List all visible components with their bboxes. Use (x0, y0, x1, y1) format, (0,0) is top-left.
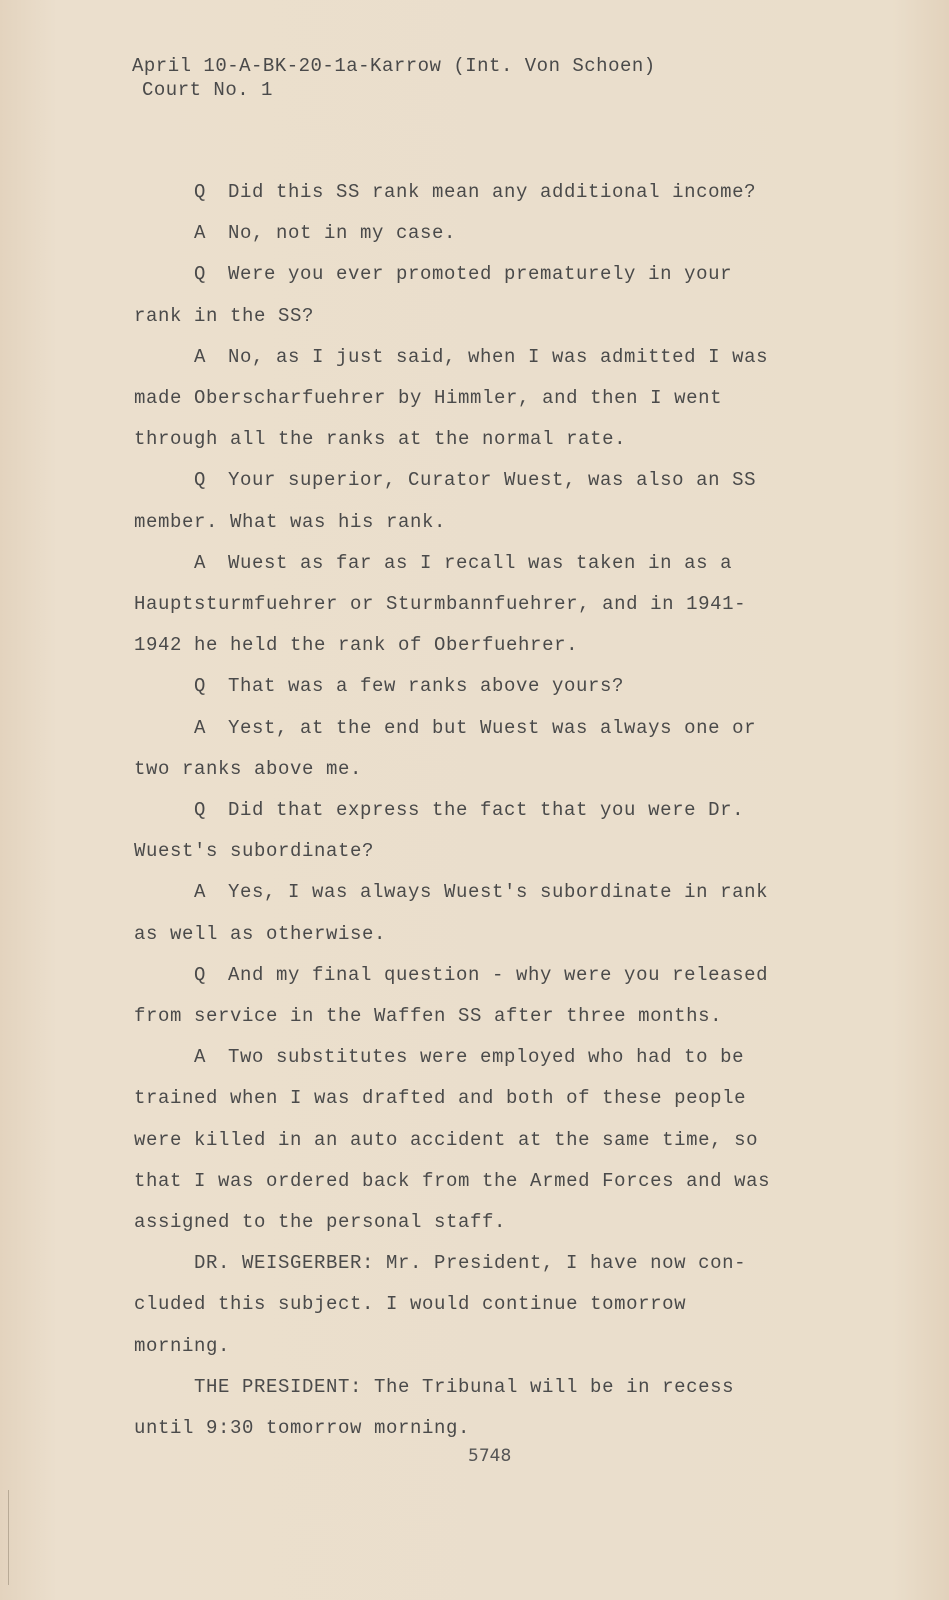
transcript-paragraph (134, 666, 794, 707)
paragraph-continuation-line: morning. (134, 1334, 231, 1357)
speaker-marker: Q (194, 675, 207, 698)
paragraph-first-line (134, 1037, 794, 1078)
paragraph-first-line (134, 790, 794, 831)
paragraph-continuation-line: cluded this subject. I would continue tomorrow (134, 1293, 687, 1316)
speaker-marker: A (194, 716, 207, 739)
page-number: 5748 (468, 1446, 512, 1466)
paragraph-continuation-line: through all the ranks at the normal rate. (134, 428, 627, 451)
paragraph-continuation-line: assigned to the personal staff. (134, 1211, 507, 1234)
paragraph-text: Two substitutes were employed who had to be (228, 1046, 745, 1069)
paragraph-continuation-line: trained when I was drafted and both of these people (134, 1087, 747, 1110)
paragraph-text: THE PRESIDENT: The Tribunal will be in recess (194, 1375, 735, 1398)
paragraph-first-line (134, 213, 794, 254)
paragraph-continuation-line: rank in the SS? (134, 304, 315, 327)
speaker-marker: A (194, 551, 207, 574)
paragraph-continuation-line: 1942 he held the rank of Oberfuehrer. (134, 634, 579, 657)
transcript-paragraph (134, 337, 794, 461)
paragraph-text: And my final question - why were you released (228, 963, 769, 986)
paragraph-first-line (134, 337, 794, 378)
transcript-paragraph (134, 955, 794, 1037)
speaker-marker: Q (194, 181, 207, 203)
paragraph-first-line (134, 955, 794, 996)
paragraph-text: Yest, at the end but Wuest was always one or (228, 716, 757, 739)
paragraph-continuation-line: from service in the Waffen SS after three months. (134, 1005, 723, 1028)
paragraph-first-line (134, 1243, 794, 1284)
transcript-paragraph (134, 213, 794, 254)
paragraph-continuation-line: Hauptsturmfuehrer or Sturmbannfuehrer, and in 1941- (134, 593, 747, 616)
paragraph-text: DR. WEISGERBER: Mr. President, I have now con- (194, 1252, 747, 1275)
paragraph-first-line (134, 708, 794, 749)
paragraph-text: Yes, I was always Wuest's subordinate in rank (228, 881, 769, 904)
header-court-line: Court No. 1 (142, 79, 273, 101)
paragraph-first-line (134, 543, 794, 584)
transcript-paragraph (134, 254, 794, 336)
paragraph-continuation-line: made Oberscharfuehrer by Himmler, and then I went (134, 387, 723, 410)
margin-line (8, 1490, 9, 1585)
paragraph-continuation-line: two ranks above me. (134, 757, 363, 780)
speaker-marker: A (194, 1046, 207, 1069)
paragraph-text: Wuest as far as I recall was taken in as a (228, 551, 733, 574)
paragraph-first-line (134, 460, 794, 501)
paragraph-text: That was a few ranks above yours? (228, 675, 625, 698)
transcript-paragraph (134, 543, 794, 667)
paragraph-first-line (134, 666, 794, 707)
transcript-paragraph (134, 1367, 794, 1449)
paragraph-first-line (134, 872, 794, 913)
paragraph-first-line (134, 254, 794, 295)
paragraph-text: No, not in my case. (228, 222, 457, 245)
transcript-paragraph (134, 708, 794, 790)
speaker-marker: A (194, 881, 207, 904)
paragraph-first-line (134, 172, 794, 213)
speaker-marker: Q (194, 799, 207, 822)
speaker-marker: A (194, 345, 207, 368)
transcript-paragraph (134, 1037, 794, 1243)
transcript-paragraph (134, 872, 794, 954)
paragraph-text: Did this SS rank mean any additional income? (228, 181, 757, 203)
document-header (132, 54, 656, 102)
transcript-paragraph (134, 1243, 794, 1367)
paragraph-first-line (134, 1367, 794, 1408)
paragraph-continuation-line: until 9:30 tomorrow morning. (134, 1417, 471, 1440)
speaker-marker: A (194, 222, 207, 245)
paragraph-continuation-line: that I was ordered back from the Armed Forces and was (134, 1169, 771, 1192)
paragraph-text: Did that express the fact that you were Dr. (228, 799, 745, 822)
paragraph-continuation-line: were killed in an auto accident at the same time, so (134, 1128, 759, 1151)
speaker-marker: Q (194, 963, 207, 986)
speaker-marker: Q (194, 469, 207, 492)
paragraph-text: Your superior, Curator Wuest, was also an SS (228, 469, 757, 492)
speaker-marker: Q (194, 263, 207, 286)
paragraph-continuation-line: as well as otherwise. (134, 922, 387, 945)
transcript-paragraph (134, 460, 794, 542)
header-case-line: April 10-A-BK-20-1a-Karrow (Int. Von Schoen) (132, 55, 656, 77)
transcript-paragraph (134, 172, 794, 213)
paragraph-continuation-line: member. What was his rank. (134, 510, 447, 533)
transcript-body (134, 172, 794, 1449)
transcript-paragraph (134, 790, 794, 872)
paragraph-text: No, as I just said, when I was admitted I was (228, 345, 769, 368)
paragraph-text: Were you ever promoted prematurely in your (228, 263, 733, 286)
paragraph-continuation-line: Wuest's subordinate? (134, 840, 375, 863)
